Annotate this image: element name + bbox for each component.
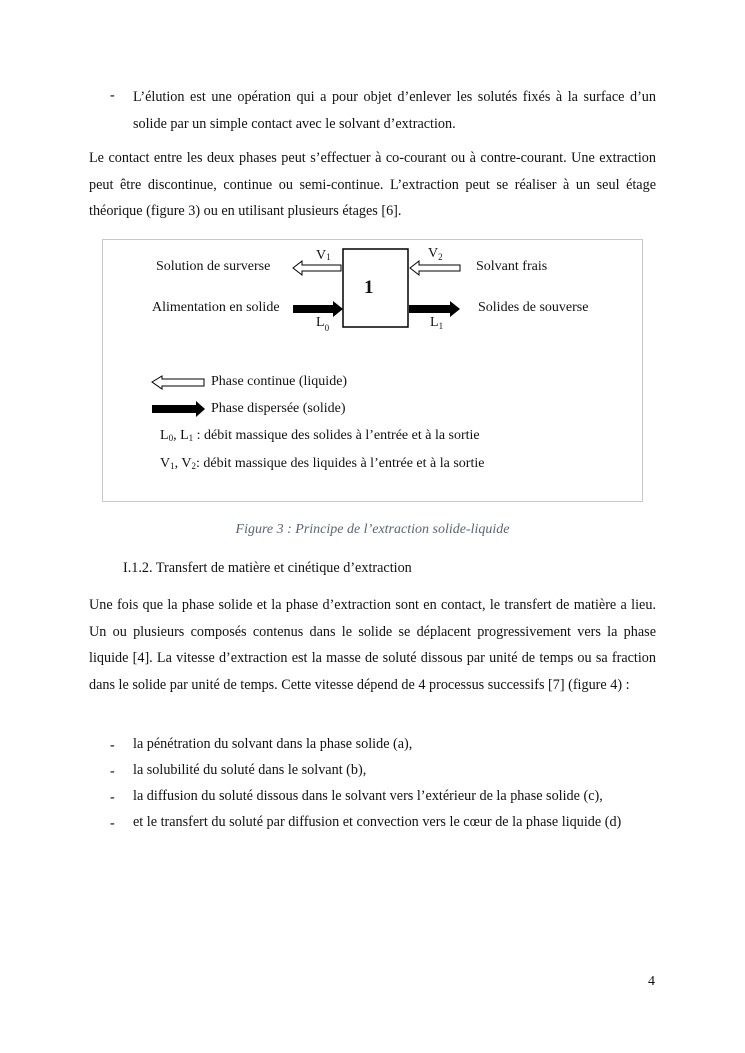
label-solides-souverse: Solides de souverse	[478, 300, 589, 315]
label-v1: V1	[316, 248, 331, 263]
bullet-dash: -	[110, 790, 115, 805]
legend-solid-arrow-icon	[152, 401, 205, 417]
legend-continuous-phase: Phase continue (liquide)	[211, 374, 348, 389]
bullet-dash: -	[110, 764, 115, 779]
label-l0: $L_0$	[316, 315, 330, 333]
label-v2: $V_2$	[428, 246, 443, 262]
label-l1: $L_1$	[430, 315, 444, 331]
label-solution-surverse: Solution de surverse	[156, 259, 271, 274]
intro-bullet-text: L’élution est une opération qui a pour objet d’enlever les solutés fixés à la surface d’un solide par un simple contact avec le solvant d’extraction.	[133, 89, 656, 132]
list-item: la solubilité du soluté dans le solvant (b),	[133, 762, 367, 778]
legend-v-definition: V1, V2: débit massique des liquides à l’entrée et à la sortie	[160, 456, 485, 471]
legend-dispersed-phase: Phase dispersée (solide)	[211, 401, 346, 416]
paragraph-2: Une fois que la phase solide et la phase d’extraction sont en contact, le transfert de matière a lieu. Un ou plusieurs composés contenus dans le solide se déplacent progressivement vers la phase liquide [4]. La vitesse d’extraction est la masse de soluté dissous par unité de temps ou sa fraction dans le solide par unité de temps. Cette vitesse dépend de 4 processus successifs [7] (figure 4) :	[89, 597, 656, 693]
figure-caption: Figure 3 : Principe de l’extraction solide-liquide	[235, 522, 510, 537]
label-alimentation-solide: Alimentation en solide	[152, 300, 280, 315]
bullet-dash: -	[110, 88, 115, 103]
section-heading: I.1.2. Transfert de matière et cinétique d’extraction	[123, 560, 412, 576]
list-item: et le transfert du soluté par diffusion et convection vers le cœur de la phase liquide (d)	[133, 814, 622, 830]
stage-number: 1	[364, 277, 374, 298]
paragraph-1: Le contact entre les deux phases peut s’effectuer à co-courant ou à contre-courant. Une extraction peut être discontinue, continue ou semi-continue. L’extraction peut se réaliser à un seul étage théorique (figure 3) ou en utilisant plusieurs étages [6].	[89, 150, 656, 219]
extraction-stage-box	[343, 249, 408, 327]
page-number: 4	[648, 974, 655, 989]
bullet-dash: -	[110, 738, 115, 753]
list-item: la pénétration du solvant dans la phase solide (a),	[133, 736, 413, 752]
label-solvant-frais: Solvant frais	[476, 259, 548, 274]
v2-hollow-arrow-icon	[410, 261, 460, 275]
list-item: la diffusion du soluté dissous dans le solvant vers l’extérieur de la phase solide (c),	[133, 788, 603, 804]
legend-hollow-arrow-icon	[152, 376, 204, 389]
bullet-dash: -	[110, 816, 115, 831]
legend-l-definition: L0, L1 : débit massique des solides à l’entrée et à la sortie	[160, 428, 480, 443]
